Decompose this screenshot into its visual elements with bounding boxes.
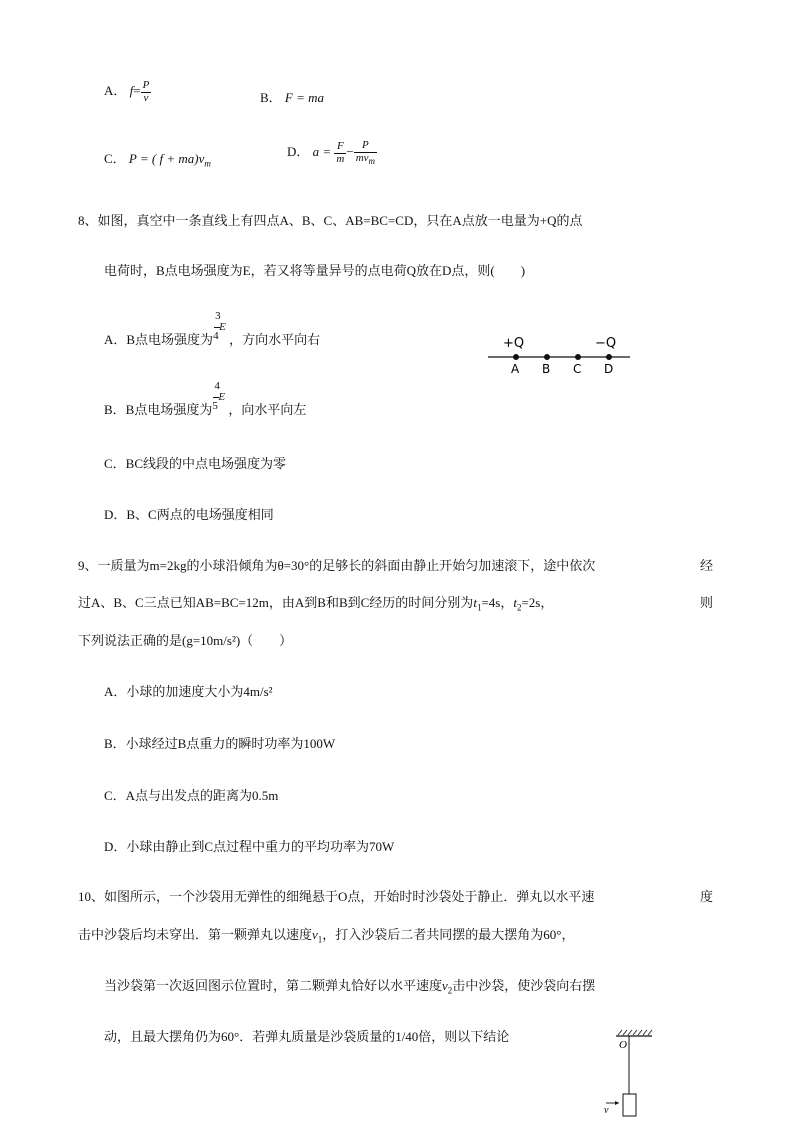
option-label: D． [287, 144, 310, 160]
q9-option-d: D．小球由静止到C点过程中重力的平均功率为70W [104, 839, 395, 854]
fraction-numerator: 3 [215, 310, 221, 322]
q10-stem-line-3 [104, 975, 595, 996]
formula-subscript: m [204, 158, 211, 169]
fraction-numerator: P [142, 79, 150, 91]
point-label-d: D [604, 362, 614, 376]
sandbag-pendulum-figure [598, 1028, 656, 1120]
fraction-denominator: 4 [213, 330, 219, 342]
pivot-label: O [619, 1039, 627, 1051]
q10-stem-line-4: 动，且最大摆角仍为60°．若弹丸质量是沙袋质量的1/40倍，则以下结论 [104, 1029, 510, 1044]
q8-option-a [104, 310, 320, 350]
fraction [354, 140, 377, 166]
time-variable: t [473, 595, 477, 610]
fraction-denominator [354, 152, 377, 167]
denominator-subscript: m [368, 155, 376, 166]
fraction-denominator: 5 [212, 400, 218, 412]
fraction-numerator: 4 [214, 380, 220, 392]
stem-text: 当沙袋第一次返回图示位置时，第二颗弹丸恰好以水平速度 [104, 978, 443, 993]
equals-sign: = [133, 83, 141, 99]
q10-stem-line-2 [78, 924, 575, 945]
fraction-numerator: P [362, 139, 369, 151]
point-label-b: B [542, 362, 551, 376]
velocity-variable: v [312, 927, 318, 942]
stem-text: ，打入沙袋后二者共同摆的最大摆角为60°， [322, 927, 575, 942]
q9-stem-line-1: 9、一质量为m=2kg的小球沿倾角为θ=30°的足够长的斜面由静止开始匀加速滚下，途中依次 [78, 558, 596, 573]
option-text: A．B点电场强度为 [104, 332, 214, 347]
charge-line-figure [486, 330, 632, 376]
option-label: C． [104, 151, 126, 166]
point-d-dot [606, 354, 612, 360]
formula-lhs: a = [312, 144, 332, 160]
q7-option-a [104, 80, 151, 104]
velocity-arrow-head [615, 1101, 619, 1105]
stem-text: 过A、B、C三点已知AB=BC=12m，由A到B和B到C经历的时间分别为 [78, 595, 474, 610]
q8-stem-line-1: 8、如图，真空中一条直线上有四点A、B、C、AB=BC=CD，只在A点放一电量为+Q的点 [78, 213, 583, 228]
option-text: ，方向水平向右 [229, 332, 321, 347]
velocity-subscript: 1 [317, 934, 323, 945]
fraction-bar [213, 397, 219, 398]
stem-text: 击中沙袋后均未穿出．第一颗弹丸以速度 [78, 927, 313, 942]
q10-stem-line-1-end: 度 [700, 889, 714, 904]
q7-option-b [260, 87, 324, 106]
fraction-stacked [213, 310, 229, 350]
point-label-a: A [511, 362, 520, 376]
formula: P = ( f + ma)v [128, 151, 205, 166]
minus-sign: − [346, 144, 354, 160]
q9-option-a: A．小球的加速度大小为4m/s² [104, 684, 273, 699]
option-label: B． [260, 90, 282, 105]
q7-option-c [104, 148, 211, 169]
time-value: =4s， [481, 595, 514, 610]
stem-text: 击中沙袋，使沙袋向右摆 [452, 978, 596, 993]
q10-stem-line-1: 10、如图所示，一个沙袋用无弹性的细绳悬于O点，开始时时沙袋处于静止．弹丸以水平速 [78, 889, 595, 904]
formula-lhs: f [129, 83, 134, 99]
q9-stem-line-1-end: 经 [700, 558, 714, 573]
fraction [334, 141, 346, 165]
charge-right-label: −Q [595, 336, 617, 351]
option-text: B．B点电场强度为 [104, 402, 213, 417]
q8-option-c: C．BC线段的中点电场强度为零 [104, 456, 287, 471]
velocity-subscript: 2 [447, 985, 453, 996]
fraction-numerator: F [337, 140, 344, 153]
ceiling-hatch [618, 1030, 652, 1035]
fraction-denominator: v [141, 92, 152, 105]
q8-option-b [104, 380, 306, 420]
q9-stem-line-3: 下列说法正确的是(g=10m/s²)（ ） [78, 633, 293, 648]
fraction-variable: E [218, 391, 226, 403]
point-c-dot [575, 354, 581, 360]
option-label: A． [104, 83, 127, 99]
option-text: ，向水平向左 [228, 402, 307, 417]
velocity-variable: v [442, 978, 448, 993]
q9-option-b: B．小球经过B点重力的瞬时功率为100W [104, 736, 336, 751]
fraction-denominator: m [336, 152, 345, 165]
q9-stem-line-2 [78, 592, 553, 613]
time-subscript: 1 [476, 602, 482, 613]
sandbag [623, 1094, 636, 1116]
point-b-dot [544, 354, 550, 360]
charge-left-label: +Q [503, 336, 525, 351]
fraction [141, 80, 152, 104]
fraction-stacked [212, 380, 228, 420]
time-subscript: 2 [516, 602, 522, 613]
fraction-bar [214, 327, 220, 328]
fraction-variable: E [219, 321, 226, 333]
velocity-label: v [604, 1105, 609, 1116]
point-label-c: C [573, 362, 582, 376]
q9-stem-line-2-end: 则 [700, 595, 714, 610]
time-variable: t [513, 595, 517, 610]
point-a-dot [513, 354, 519, 360]
q7-option-d [287, 140, 377, 166]
denominator-text: mv [355, 151, 369, 164]
q8-option-d: D．B、C两点的电场强度相同 [104, 507, 274, 522]
time-value: =2s， [521, 595, 554, 610]
q8-stem-line-2: 电荷时，B点电场强度为E，若又将等量异号的点电荷Q放在D点，则( ) [104, 263, 526, 278]
formula: F = ma [284, 90, 325, 105]
q9-option-c: C．A点与出发点的距离为0.5m [104, 788, 279, 803]
